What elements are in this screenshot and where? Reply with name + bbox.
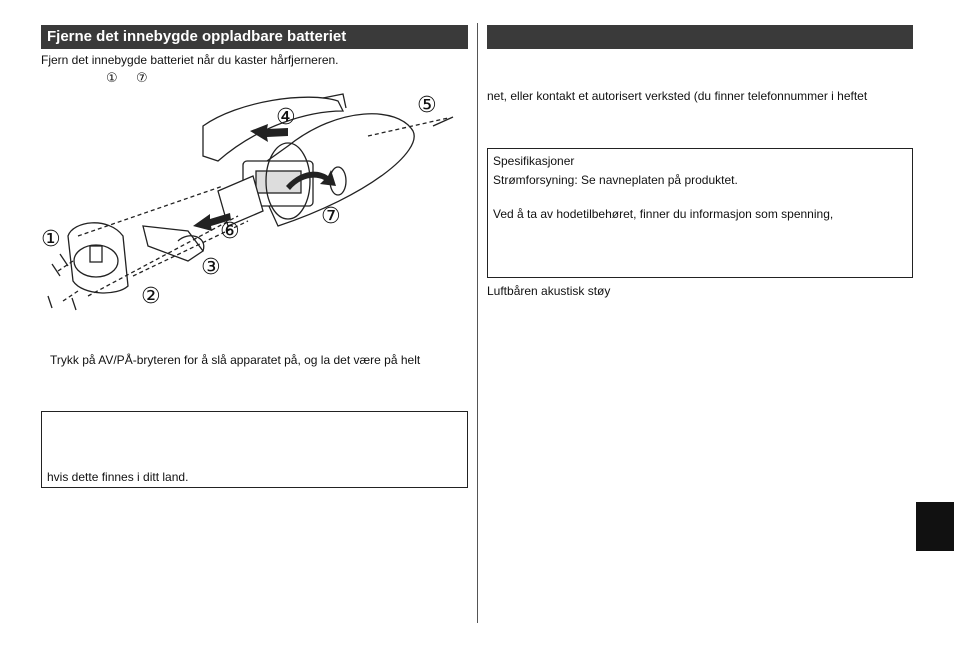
spec-title: Spesifikasjoner xyxy=(493,154,575,168)
section-heading-battery-removal: Fjerne det innebygde oppladbare batteriet xyxy=(41,25,468,49)
notice-box xyxy=(41,411,468,488)
notice-text: hvis dette finnes i ditt land. xyxy=(47,470,189,484)
intro-text: Fjern det innebygde batteriet når du kaster hårfjerneren. xyxy=(41,53,339,67)
diagram-label-7: ⑦ xyxy=(321,203,341,228)
diagram-label-6: ⑥ xyxy=(220,218,240,243)
noise-text: Luftbåren akustisk støy xyxy=(487,284,611,298)
diagram-label-3: ③ xyxy=(201,254,221,279)
step-to-label: ⑦ xyxy=(136,70,148,85)
service-text: net, eller kontakt et autorisert verksted (du finner telefonnummer i heftet xyxy=(487,89,868,103)
battery-removal-diagram xyxy=(38,86,468,326)
specifications-box xyxy=(487,148,913,278)
step-from-label: ① xyxy=(106,70,118,85)
instruction-text: Trykk på AV/PÅ-bryteren for å slå apparatet på, og la det være på helt xyxy=(50,353,421,367)
diagram-label-4: ④ xyxy=(276,104,296,129)
diagram-label-2: ② xyxy=(141,283,161,308)
column-divider xyxy=(477,23,478,623)
diagram-label-1: ① xyxy=(41,226,61,251)
spec-accessory: Ved å ta av hodetilbehøret, finner du informasjon som spenning, xyxy=(493,207,834,221)
section-heading-right xyxy=(487,25,913,49)
diagram-label-5: ⑤ xyxy=(417,92,437,117)
page-edge-tab xyxy=(916,502,954,551)
spec-power: Strømforsyning: Se navneplaten på produktet. xyxy=(493,173,738,187)
